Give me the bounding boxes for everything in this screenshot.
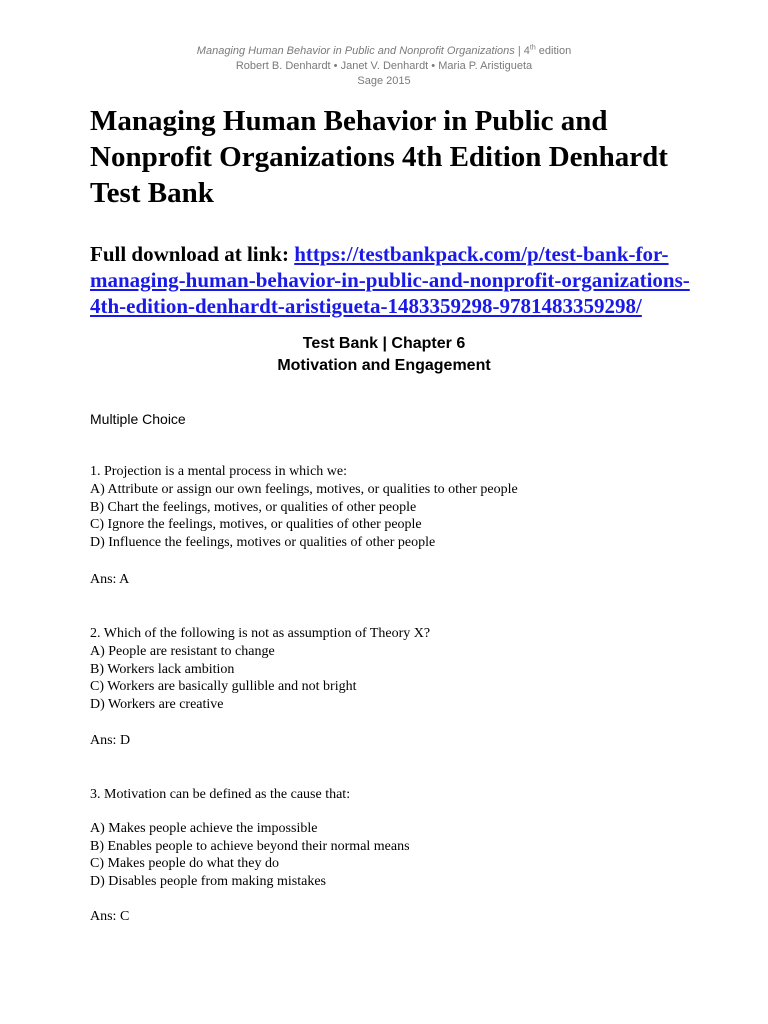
header-book-line	[0, 44, 768, 59]
question-1	[90, 463, 690, 552]
header-publisher: Sage 2015	[357, 75, 411, 87]
answer-key-1: Ans: A	[90, 572, 130, 587]
answer-option: C) Ignore the feelings, motives, or qualities of other people	[90, 517, 422, 533]
chapter-heading	[0, 333, 768, 377]
header-edition-suffix: th	[529, 44, 536, 52]
answer-option: B) Enables people to achieve beyond their normal means	[90, 838, 410, 854]
question-text: 3. Motivation can be defined as the cause that:	[90, 787, 351, 802]
answer-option: D) Workers are creative	[90, 697, 224, 713]
header-separator: |	[514, 45, 524, 57]
header-authors: Robert B. Denhardt • Janet V. Denhardt • Maria P. Aristigueta	[235, 60, 533, 72]
download-line	[90, 241, 690, 319]
answer-option: A) People are resistant to change	[90, 643, 275, 659]
running-header	[0, 44, 768, 89]
download-link[interactable]: https:/​/​testbankpack.com/​p/​test-​bank-​for-​managing-​human-​behavior-​in-​public-​and-​nonprofit-​organizations-​4th-​edition-​denhardt-​aristigueta-​1483359298-​9781483359298/​	[90, 242, 690, 318]
answer-option: A) Makes people achieve the impossible	[90, 820, 318, 836]
answer-option: D) Influence the feelings, motives or qualities of other people	[90, 535, 436, 551]
answer-option: B) Workers lack ambition	[90, 661, 235, 677]
answer-option: B) Chart the feelings, motives, or qualities of other people	[90, 499, 417, 515]
answer-option: C) Makes people do what they do	[90, 856, 279, 872]
question-3	[90, 786, 690, 891]
question-spacer	[90, 804, 690, 820]
question-2	[90, 625, 690, 714]
chapter-title: Test Bank | Chapter 6	[302, 335, 466, 352]
answer-key-3: Ans: C	[90, 909, 130, 924]
question-text: 1. Projection is a mental process in which we:	[90, 464, 347, 479]
answer-option: C) Workers are basically gullible and not bright	[90, 679, 357, 695]
question-text: 2. Which of the following is not as assumption of Theory X?	[90, 626, 431, 641]
answer-option: A) Attribute or assign our own feelings, motives, or qualities to other people	[90, 481, 518, 497]
section-label: Multiple Choice	[90, 411, 186, 427]
document-title: Managing Human Behavior in Public and Nonprofit Organizations 4th Edition Denhardt Test Bank	[90, 105, 668, 209]
chapter-subtitle: Motivation and Engagement	[277, 357, 491, 374]
download-label: Full download at link:	[90, 242, 295, 266]
header-edition-word: edition	[535, 45, 572, 57]
header-book-title: Managing Human Behavior in Public and Nonprofit Organizations	[196, 45, 515, 57]
answer-option: D) Disables people from making mistakes	[90, 874, 327, 890]
header-edition-number: 4	[523, 45, 530, 57]
answer-key-2: Ans: D	[90, 733, 131, 748]
